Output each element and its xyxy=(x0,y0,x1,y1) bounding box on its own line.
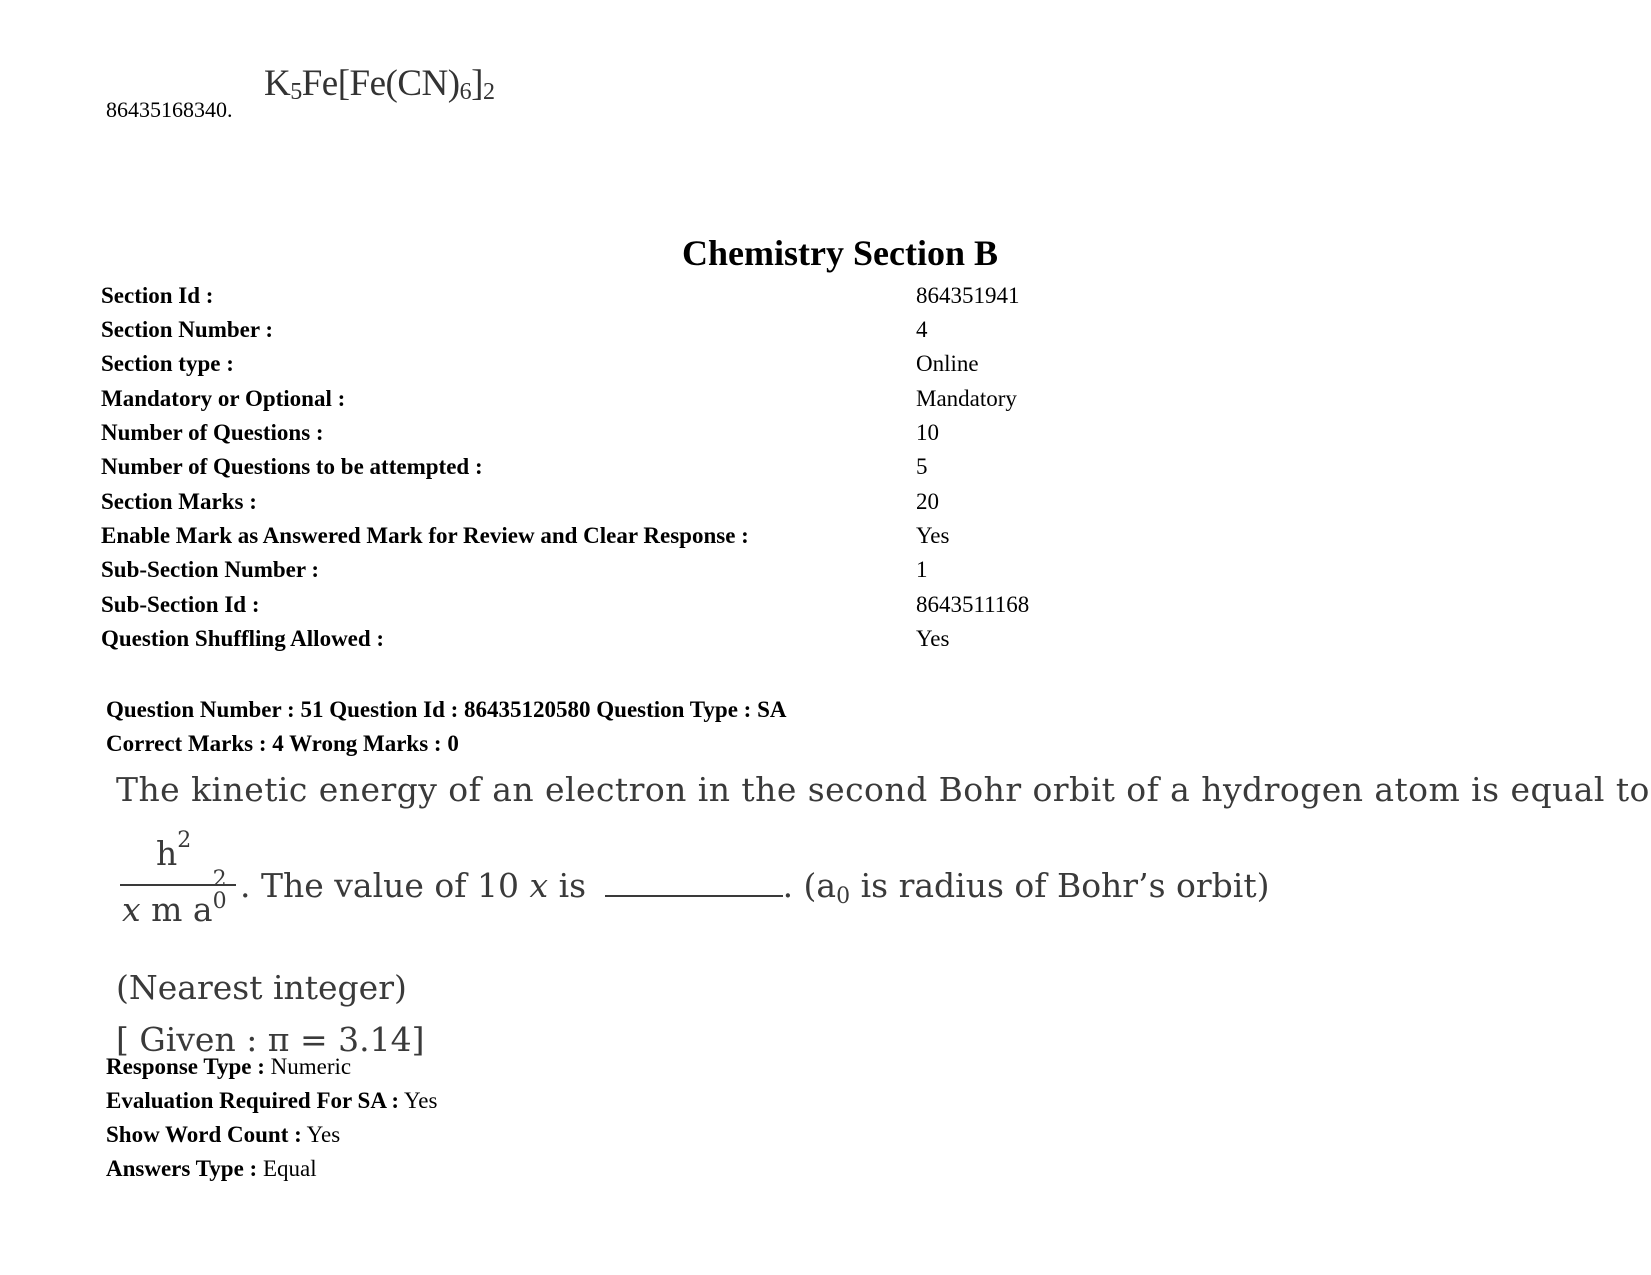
line2-part-c: . (a xyxy=(782,866,837,905)
info-label: Section type : xyxy=(101,351,234,376)
info-value: 5 xyxy=(916,454,928,479)
line2-part-d: is radius of Bohr’s orbit) xyxy=(850,866,1270,905)
info-label: Enable Mark as Answered Mark for Review and Clear Response : xyxy=(101,523,749,548)
section-title: Chemistry Section B xyxy=(682,233,998,273)
fraction-denominator xyxy=(122,867,227,929)
fraction-num-h: h xyxy=(156,834,178,873)
info-row xyxy=(101,283,1101,317)
meta-label: Answers Type : xyxy=(106,1156,258,1181)
info-label: Sub-Section Id : xyxy=(101,592,260,617)
info-label: Sub-Section Number : xyxy=(101,557,320,582)
info-label: Section Marks : xyxy=(101,489,257,514)
meta-row xyxy=(106,1088,437,1114)
meta-label: Evaluation Required For SA : xyxy=(106,1088,400,1113)
formula-k: K xyxy=(264,63,291,104)
meta-row xyxy=(106,1122,340,1148)
info-value: 4 xyxy=(916,317,928,342)
info-value: 1 xyxy=(916,557,928,582)
info-value: Online xyxy=(916,351,979,376)
question-text-line2 xyxy=(240,866,1270,909)
line2-sub: 0 xyxy=(836,884,851,909)
info-row xyxy=(101,626,1101,660)
question-header: Question Number : 51 Question Id : 86435120580 Question Type : SA xyxy=(106,697,787,722)
fraction-den-sub: 0 xyxy=(212,889,227,914)
formula-cn-sub: 6 xyxy=(459,79,472,105)
info-row xyxy=(101,489,1101,523)
info-value: 10 xyxy=(916,420,939,445)
option-formula xyxy=(264,62,494,105)
meta-row xyxy=(106,1054,351,1080)
info-label: Section Id : xyxy=(101,283,214,308)
info-value: Yes xyxy=(916,626,950,651)
info-row xyxy=(101,557,1101,591)
info-value: 864351941 xyxy=(916,283,1020,308)
fraction-den-scripts xyxy=(212,867,227,921)
info-label: Number of Questions : xyxy=(101,420,324,445)
info-value: Mandatory xyxy=(916,386,1017,411)
info-row xyxy=(101,386,1101,420)
fraction-den-sup: 2 xyxy=(212,867,227,892)
meta-value: Numeric xyxy=(264,1054,352,1079)
meta-label: Response Type : xyxy=(106,1054,265,1079)
info-row xyxy=(101,592,1101,626)
line2-part-b: is xyxy=(548,866,597,905)
fraction-den-x: x xyxy=(122,890,141,929)
info-label: Question Shuffling Allowed : xyxy=(101,626,385,651)
question-given: [ Given : π = 3.14] xyxy=(116,1020,425,1059)
info-row xyxy=(101,454,1101,488)
fraction-num-sup: 2 xyxy=(177,828,192,853)
answer-blank xyxy=(605,867,783,897)
formula-close: ] xyxy=(471,63,483,104)
info-row xyxy=(101,351,1101,385)
meta-label: Show Word Count : xyxy=(106,1122,302,1147)
info-row xyxy=(101,317,1101,351)
info-row xyxy=(101,523,1101,557)
info-label: Section Number : xyxy=(101,317,274,342)
question-marks: Correct Marks : 4 Wrong Marks : 0 xyxy=(106,731,459,756)
fraction-den-rest: m a xyxy=(140,890,213,929)
formula-mid: Fe[Fe(CN) xyxy=(301,63,460,104)
line2-x: x xyxy=(529,866,549,905)
fraction-numerator xyxy=(156,828,192,873)
meta-value: Yes xyxy=(301,1122,341,1147)
question-text-line1: The kinetic energy of an electron in the second Bohr orbit of a hydrogen atom is equal to xyxy=(116,770,1650,809)
info-value: Yes xyxy=(916,523,950,548)
formula-outer-sub: 2 xyxy=(482,79,495,105)
info-row xyxy=(101,420,1101,454)
info-value: 8643511168 xyxy=(916,592,1030,617)
kinetic-energy-fraction xyxy=(120,828,238,942)
formula-k-sub: 5 xyxy=(290,79,302,105)
meta-value: Yes xyxy=(399,1088,438,1113)
option-id: 86435168340. xyxy=(106,97,233,122)
meta-row xyxy=(106,1156,317,1182)
meta-value: Equal xyxy=(257,1156,317,1181)
question-nearest-integer: (Nearest integer) xyxy=(116,968,407,1007)
info-label: Mandatory or Optional : xyxy=(101,386,346,411)
line2-part-a: . The value of 10 xyxy=(240,866,530,905)
info-label: Number of Questions to be attempted : xyxy=(101,454,483,479)
info-value: 20 xyxy=(916,489,939,514)
